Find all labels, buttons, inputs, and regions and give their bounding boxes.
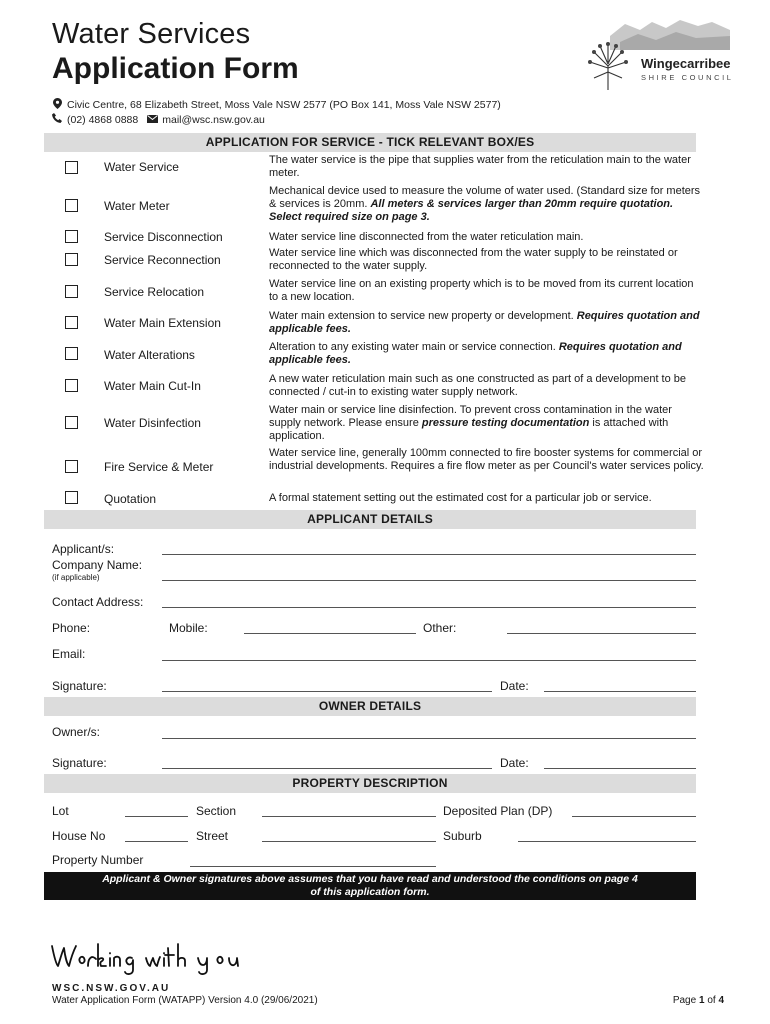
service-name: Service Reconnection xyxy=(104,253,221,267)
service-description: Water main extension to service new property or development. Requires quotation and applicable fees. xyxy=(269,310,700,335)
service-requirement: Requires quotation and applicable fees. xyxy=(269,341,682,366)
address-text: Civic Centre, 68 Elizabeth Street, Moss Vale NSW 2577 (PO Box 141, Moss Vale NSW 2577) xyxy=(67,99,501,111)
street-field[interactable] xyxy=(262,841,436,842)
service-relocation-checkbox[interactable] xyxy=(65,285,78,298)
applicant-date-label: Date: xyxy=(500,679,529,693)
service-disconnection-checkbox[interactable] xyxy=(65,230,78,243)
service-description: A new water reticulation main such as one constructed as part of a development to be connected / cut-in to existing water supply network. xyxy=(269,373,687,398)
service-name: Water Meter xyxy=(104,199,170,213)
contact-address-label: Contact Address: xyxy=(52,595,144,609)
owner-signature-label: Signature: xyxy=(52,756,107,770)
water-disinfection-checkbox[interactable] xyxy=(65,416,78,429)
service-description: The water service is the pipe that supplies water from the reticulation main to the water meter. xyxy=(269,154,691,179)
phone-label: Phone: xyxy=(52,621,91,635)
water-service-checkbox[interactable] xyxy=(65,161,78,174)
notice-line-1: Applicant & Owner signatures above assumes that you have read and understood the conditions on page 4 xyxy=(102,873,638,885)
other-label: Other: xyxy=(423,621,457,635)
service-name: Service Disconnection xyxy=(104,230,223,244)
service-name: Water Service xyxy=(104,160,179,174)
email-label: Email: xyxy=(52,647,86,661)
envelope-icon xyxy=(147,114,157,126)
title-line-1: Water Services xyxy=(52,18,251,50)
owners-field[interactable] xyxy=(162,738,696,739)
website-text[interactable]: WSC.NSW.GOV.AU xyxy=(52,983,171,994)
address-line xyxy=(52,98,501,112)
form-info: Water Application Form (WATAPP) Version 4.0 (29/06/2021) xyxy=(52,995,318,1006)
notice-line-2: of this application form. xyxy=(310,886,430,898)
applicant-date-field[interactable] xyxy=(544,691,696,692)
owners-label: Owner/s: xyxy=(52,725,101,739)
company-note: (if applicable) xyxy=(52,573,100,582)
service-description: Mechanical device used to measure the volume of water used. (Standard size for meters & services is 20mm. All meters & services larger than 20mm require quotation. Select required size on page 3. xyxy=(269,185,701,223)
water-alterations-checkbox[interactable] xyxy=(65,347,78,360)
service-name: Water Disinfection xyxy=(104,416,201,430)
street-label: Street xyxy=(196,829,229,843)
other-phone-field[interactable] xyxy=(507,633,696,634)
suburb-label: Suburb xyxy=(443,829,482,843)
location-pin-icon xyxy=(52,98,62,112)
service-section-heading: APPLICATION FOR SERVICE - TICK RELEVANT BOX/ES xyxy=(44,133,696,152)
page-number: Page 1 of 4 xyxy=(672,995,724,1006)
service-requirement: Requires quotation and applicable fees. xyxy=(269,310,700,335)
mobile-field[interactable] xyxy=(244,633,416,634)
council-name: Wingecarribee xyxy=(641,56,731,71)
owner-section-heading: OWNER DETAILS xyxy=(44,697,696,716)
deposited-plan-field[interactable] xyxy=(572,816,696,817)
contact-address-field[interactable] xyxy=(162,607,696,608)
owner-date-label: Date: xyxy=(500,756,529,770)
service-requirement: pressure testing documentation xyxy=(421,417,590,429)
water-main-extension-checkbox[interactable] xyxy=(65,316,78,329)
mobile-label: Mobile: xyxy=(169,621,208,635)
service-requirement: All meters & services larger than 20mm require quotation. Select required size on page 3. xyxy=(269,198,674,223)
fire-service-meter-checkbox[interactable] xyxy=(65,460,78,473)
email-text: mail@wsc.nsw.gov.au xyxy=(162,113,265,126)
service-description: Water service line which was disconnected from the water supply to be reinstated or reconnected to the water supply. xyxy=(269,247,678,272)
service-description: Water service line disconnected from the water reticulation main. xyxy=(269,231,584,243)
suburb-field[interactable] xyxy=(518,841,696,842)
service-name: Fire Service & Meter xyxy=(104,460,214,474)
phone-icon xyxy=(52,113,62,126)
applicant-signature-label: Signature: xyxy=(52,679,107,693)
working-with-you-signature xyxy=(48,940,248,976)
house-number-field[interactable] xyxy=(125,841,188,842)
deposited-plan-label: Deposited Plan (DP) xyxy=(443,804,553,818)
service-description: Alteration to any existing water main or service connection. Requires quotation and applicable fees. xyxy=(269,341,682,366)
applicant-signature-field[interactable] xyxy=(162,691,492,692)
water-meter-checkbox[interactable] xyxy=(65,199,78,212)
section-field[interactable] xyxy=(262,816,436,817)
title-line-2: Application Form xyxy=(52,52,299,85)
house-number-label: House No xyxy=(52,829,106,843)
service-name: Water Alterations xyxy=(104,348,195,362)
property-number-field[interactable] xyxy=(190,866,436,867)
water-main-cut-in-checkbox[interactable] xyxy=(65,379,78,392)
service-description: Water service line, generally 100mm connected to fire booster systems for commercial or industrial developments. Requires a fire flow meter as per Council's water services policy. xyxy=(269,447,704,472)
contact-line xyxy=(52,113,265,126)
owner-signature-field[interactable] xyxy=(162,768,492,769)
section-label: Section xyxy=(196,804,237,818)
council-subtitle: SHIRE COUNCIL xyxy=(641,73,734,82)
phone-text: (02) 4868 0888 xyxy=(67,113,139,126)
applicant-section-heading: APPLICANT DETAILS xyxy=(44,510,696,529)
service-reconnection-checkbox[interactable] xyxy=(65,253,78,266)
service-description: Water service line on an existing property which is to be moved from its current location to a new location. xyxy=(269,278,694,303)
applicants-label: Applicant/s: xyxy=(52,542,115,556)
service-description: A formal statement setting out the estimated cost for a particular job or service. xyxy=(269,492,652,504)
email-field[interactable] xyxy=(162,660,696,661)
service-name: Water Main Cut-In xyxy=(104,379,201,393)
applicants-field[interactable] xyxy=(162,554,696,555)
service-description: Water main or service line disinfection. To prevent cross contamination in the water supply network. Please ensure pressure testing documentation is attached with application. xyxy=(269,404,672,442)
lot-field[interactable] xyxy=(125,816,188,817)
service-name: Water Main Extension xyxy=(104,316,221,330)
property-number-label: Property Number xyxy=(52,853,144,867)
lot-label: Lot xyxy=(52,804,69,818)
service-name: Quotation xyxy=(104,492,157,506)
company-name-label: Company Name: xyxy=(52,558,143,572)
company-name-field[interactable] xyxy=(162,580,696,581)
service-name: Service Relocation xyxy=(104,285,205,299)
quotation-checkbox[interactable] xyxy=(65,491,78,504)
owner-date-field[interactable] xyxy=(544,768,696,769)
signature-notice xyxy=(44,872,696,900)
property-section-heading: PROPERTY DESCRIPTION xyxy=(44,774,696,793)
